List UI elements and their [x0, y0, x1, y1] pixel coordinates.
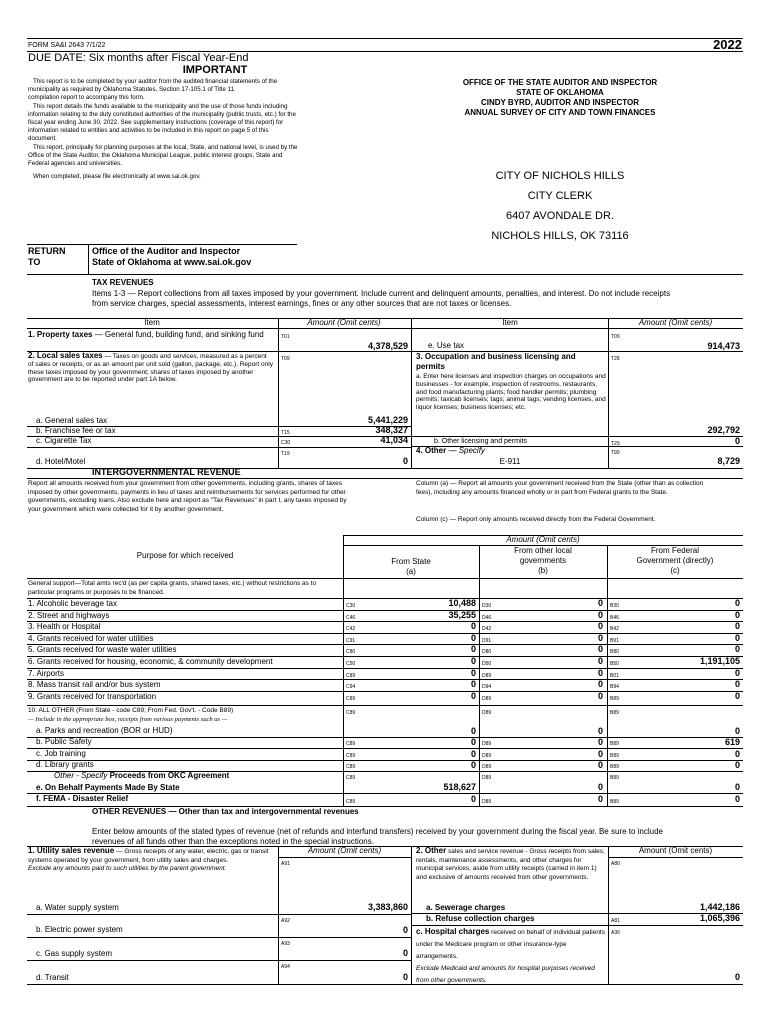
inter-subrow-label: a. Parks and recreation (BOR or HUD)	[36, 726, 173, 735]
on-behalf-state[interactable]: 518,627	[443, 782, 476, 792]
field-code: C30	[281, 440, 291, 446]
occupation-licensing-amount[interactable]: 292,792	[707, 425, 740, 435]
sewerage-amount[interactable]: 1,442,186	[699, 902, 740, 912]
field-code: C89	[346, 775, 356, 781]
inter-row-label: 5. Grants received for waste water utilities	[28, 645, 177, 654]
field-code: T01	[281, 334, 290, 340]
field-code: C30	[346, 603, 356, 609]
field-code: C91	[346, 638, 356, 644]
field-code: B42	[610, 626, 619, 632]
field-code: T09	[281, 356, 290, 362]
field-code: C89	[346, 753, 356, 759]
col-b-header: From other local governments (b)	[514, 546, 572, 575]
return-line: Office of the Auditor and Inspector	[92, 246, 241, 256]
field-code: D80	[482, 649, 492, 655]
on-behalf-local[interactable]: 0	[597, 782, 603, 792]
use-tax-label: e. Use tax	[428, 341, 465, 350]
state-amount[interactable]: 0	[470, 760, 476, 770]
state-amount[interactable]: 0	[470, 679, 476, 689]
inter-subrow-label: b. Public Safety	[36, 737, 92, 746]
utility-sales-note: Exclude any amounts paid to such utilities by the parent government.	[28, 865, 227, 872]
other-specify-value[interactable]: Proceeds from OKC Agreement	[109, 771, 230, 780]
field-code: C89	[346, 764, 356, 770]
col-a-header: From State (a)	[391, 557, 431, 576]
cigarette-tax-amount[interactable]: 41,034	[380, 435, 408, 445]
office-block	[380, 78, 740, 118]
general-sales-amount[interactable]: 5,441,229	[367, 415, 408, 425]
state-amount[interactable]: 10,488	[448, 598, 476, 608]
field-code: B46	[610, 615, 619, 621]
return-address	[92, 246, 251, 268]
field-code: C89	[346, 710, 356, 716]
instruction-text: This report, principally for planning purposes at the local, State, and national level, is used by the Office of the State Auditor, the Oklahoma Municipal League, public interest groups, State and Federal agencies and universities.	[28, 143, 298, 168]
field-code: A92	[281, 918, 290, 924]
field-code: B94	[610, 684, 619, 690]
electric-power-label: b. Electric power system	[36, 925, 123, 934]
amount-header: Amount (Omit cents)	[506, 535, 580, 544]
amount-header: Amount (Omit cents)	[307, 846, 382, 855]
mailing-address	[400, 166, 720, 246]
occupation-licensing-label: 3. Occupation and business licensing and permits	[416, 352, 576, 371]
field-code: T29	[611, 441, 620, 447]
inter-subrow-label: d. Library grants	[36, 760, 94, 769]
field-code: C89	[346, 799, 356, 805]
tax-revenues-title: TAX REVENUES	[92, 278, 154, 287]
federal-amount[interactable]: 0	[734, 633, 740, 643]
field-code: C50	[346, 661, 356, 667]
federal-amount[interactable]: 0	[734, 679, 740, 689]
cigarette-tax-label: c. Cigarette Tax	[36, 436, 92, 445]
local-amount[interactable]: 0	[597, 610, 603, 620]
federal-amount[interactable]: 0	[734, 760, 740, 770]
local-amount[interactable]: 0	[597, 644, 603, 654]
inter-row-label: 6. Grants received for housing, economic, & community development	[28, 657, 273, 666]
due-date: DUE DATE: Six months after Fiscal Year-End	[28, 52, 249, 64]
hospital-desc: received on behalf of individual patients under the Medicare program or other insurance-type arrangements.	[416, 929, 605, 960]
field-code: B01	[610, 673, 619, 679]
other-tax-amount[interactable]: 8,729	[717, 456, 740, 466]
federal-amount[interactable]: 0	[734, 668, 740, 678]
other-revenues-title: OTHER REVENUES — Other than tax and intergovernmental revenues	[92, 807, 359, 816]
inter-row-label: 7. Airports	[28, 669, 65, 678]
fema-label: f. FEMA - Disaster Relief	[36, 794, 129, 803]
field-code: A94	[281, 964, 290, 970]
office-line: CINDY BYRD, AUDITOR AND INSPECTOR	[480, 98, 640, 107]
state-amount[interactable]: 0	[470, 644, 476, 654]
all-other-label: 10. ALL OTHER (From State - code C89; From Fed. Gov't. - Code B89)	[28, 707, 234, 714]
field-code: D91	[482, 638, 492, 644]
transit-label: d. Transit	[36, 973, 69, 982]
franchise-fee-amount[interactable]: 348,327	[375, 425, 408, 435]
state-amount[interactable]: 0	[470, 726, 476, 736]
state-amount[interactable]: 0	[470, 737, 476, 747]
inter-row-label: 4. Grants received for water utilities	[28, 634, 154, 643]
instruction-text: This report is to be completed by your auditor from the audited financial statements of the municipality as required by Oklahoma Statutes, Section 17-105.1 of Title 11.	[28, 78, 278, 94]
use-tax-amount[interactable]: 914,473	[707, 341, 740, 351]
general-support: General support—Total amts rec'd (as per capita grants, shared taxes, etc.) without restrictions as to particular programs or purposes to be financed.	[28, 580, 317, 596]
general-sales-label: a. General sales tax	[36, 416, 108, 425]
field-code: D46	[482, 615, 492, 621]
other-revenues-intro: Enter below amounts of the stated types of revenue (net of refunds and interfund transfers) received by your government during the fiscal year. Be sure to include revenues of all funds other than the exceptions noted in the special instructions.	[92, 827, 663, 846]
local-amount[interactable]: 0	[597, 679, 603, 689]
field-code: B89	[610, 710, 619, 716]
office-line: STATE OF OKLAHOMA	[516, 88, 604, 97]
local-amount[interactable]: 0	[597, 691, 603, 701]
other-licensing-label: b. Other licensing and permits	[434, 438, 527, 445]
state-amount[interactable]: 35,255	[448, 610, 476, 620]
on-behalf-label: e. On Behalf Payments Made By State	[36, 783, 180, 792]
intergovernmental-instructions: Report all amounts received from your government from other governments, including grants, shares of taxes imposed by other governments, payments in lieu of taxes and reimbursements for services performed for other governments, excluding loans. Also exclude here and report as "Tax Revenues" in part I, any taxes imposed by your government which were collected for it by another government.	[28, 480, 347, 513]
local-sales-taxes	[28, 352, 273, 384]
instruction-text: When completed, please file electronically at www.sai.ok.gov.	[33, 173, 201, 181]
hospital-label: c. Hospital charges	[416, 927, 490, 936]
return-label: RETURN TO	[28, 246, 66, 267]
field-code: D89	[482, 673, 492, 679]
col-item-header: Item	[502, 318, 518, 327]
franchise-fee-label: b. Franchise fee or tax	[36, 426, 116, 435]
field-code: A81	[611, 918, 620, 924]
refuse-amount[interactable]: 1,065,396	[699, 913, 740, 923]
instruction-text: compilation report to accompany this form.	[28, 94, 145, 102]
federal-amount[interactable]: 0	[734, 621, 740, 631]
state-amount[interactable]: 0	[470, 621, 476, 631]
inter-row-label: 3. Health or Hospital	[28, 622, 101, 631]
address-line: CITY OF NICHOLS HILLS	[495, 170, 625, 182]
other-specify-label	[54, 771, 229, 781]
hospital-charges	[416, 926, 606, 987]
property-taxes	[28, 330, 273, 340]
other-tax	[416, 446, 485, 456]
field-code: B30	[610, 603, 619, 609]
utility-sales-label: 1. Utility sales revenue	[28, 846, 115, 855]
fema-local[interactable]: 0	[597, 794, 603, 804]
local-amount[interactable]: 0	[597, 621, 603, 631]
other-tax-label: 4. Other	[416, 446, 447, 455]
column-a-instructions: Column (a) — Report all amounts your government received from the State (other than as collection fees), including any amounts financed wholly or in part from Federal grants to the State.	[416, 480, 704, 496]
federal-amount[interactable]: 1,191,105	[699, 656, 740, 666]
occupation-licensing-desc: a. Enter here licenses and inspection charges on occupations and businesses - for example, inspection of restrooms, restaurants, and food manufacturing plants; food handler permits; plumbing permits; taxicab licenses; tags; animal tags; vending licenses, and liquor licenses; business licenses; etc.	[416, 373, 606, 412]
federal-amount[interactable]: 0	[734, 726, 740, 736]
inter-subrow-label: c. Job training	[36, 749, 86, 758]
field-code: C80	[346, 649, 356, 655]
field-code: A91	[281, 861, 290, 867]
federal-amount[interactable]: 0	[734, 610, 740, 620]
field-code: C89	[346, 696, 356, 702]
local-sales-label: 2. Local sales taxes	[28, 351, 103, 360]
state-amount[interactable]: 0	[470, 668, 476, 678]
gas-supply-label: c. Gas supply system	[36, 949, 113, 958]
address-line: 6407 AVONDALE DR.	[505, 210, 614, 222]
field-code: D89	[482, 710, 492, 716]
local-amount[interactable]: 0	[597, 726, 603, 736]
col-amount-header: Amount (Omit cents)	[638, 318, 713, 327]
fema-state[interactable]: 0	[470, 794, 476, 804]
hospital-amount[interactable]: 0	[734, 972, 740, 982]
federal-amount[interactable]: 0	[734, 691, 740, 701]
electric-power-amount[interactable]: 0	[402, 925, 408, 935]
all-other-note: — Include in the appropriate box, receipts from various payments such as —	[28, 716, 228, 723]
important-heading: IMPORTANT	[182, 64, 248, 76]
field-code: C89	[346, 741, 356, 747]
office-line: OFFICE OF THE STATE AUDITOR AND INSPECTOR	[462, 78, 658, 87]
local-amount[interactable]: 0	[597, 598, 603, 608]
property-taxes-desc: — General fund, building fund, and sinking fund	[92, 330, 264, 339]
inter-row-label: 9. Grants received for transportation	[28, 692, 157, 701]
utility-sales	[28, 847, 276, 874]
field-code: T99	[611, 450, 620, 456]
other-licensing-amount[interactable]: 0	[734, 436, 740, 446]
instruction-text: This report details the funds available to the municipality and the use of those funds including information relating to the duty constituted authorities of the municipality (public trusts, etc.) for the fiscal year ending June 30, 2022. See supplementary instructions (coverage of this report) for information related to entities and activities to be included in this report on page 5 of this document.	[28, 102, 296, 143]
other-sales-label: 2. Other	[416, 846, 447, 855]
col-item-header: Item	[144, 318, 160, 327]
sewerage-label: a. Sewerage charges	[426, 903, 506, 912]
col-c-header: From Federal Government (directly) (c)	[636, 546, 714, 575]
on-behalf-federal[interactable]: 0	[734, 782, 740, 792]
col-amount-header: Amount (Omit cents)	[307, 318, 381, 327]
other-tax-specify: — Specify	[448, 446, 485, 455]
utility-sales-desc: — Gross receipts of any water, electric, gas or transit systems operated by your government, from utility sales and charges.	[28, 848, 269, 864]
refuse-label: b. Refuse collection charges	[426, 914, 535, 923]
local-amount[interactable]: 0	[597, 668, 603, 678]
office-line: ANNUAL SURVEY OF CITY AND TOWN FINANCES	[464, 108, 656, 117]
gas-supply-amount[interactable]: 0	[402, 948, 408, 958]
federal-amount[interactable]: 0	[734, 644, 740, 654]
field-code: C42	[346, 626, 356, 632]
transit-amount[interactable]: 0	[402, 972, 408, 982]
water-supply-amount[interactable]: 3,383,860	[367, 902, 408, 912]
field-code: B89	[610, 696, 619, 702]
address-line: NICHOLS HILLS, OK 73116	[491, 230, 629, 242]
field-code: T28	[611, 356, 620, 362]
inter-row-label: 2. Street and highways	[28, 611, 110, 620]
field-code: T15	[281, 430, 290, 436]
field-code: D89	[482, 741, 492, 747]
hotel-motel-amount[interactable]: 0	[402, 456, 408, 466]
local-amount[interactable]: 0	[597, 760, 603, 770]
instructions	[28, 78, 298, 181]
field-code: B89	[610, 741, 619, 747]
field-code: D30	[482, 603, 492, 609]
form-id: FORM SA&I 2643 7/1/22	[28, 42, 106, 49]
purpose-header: Purpose for which received	[136, 551, 234, 560]
field-code: D89	[482, 799, 492, 805]
field-code: C89	[346, 673, 356, 679]
field-code: C46	[346, 615, 356, 621]
field-code: B80	[610, 649, 619, 655]
other-sales	[416, 847, 606, 882]
local-amount[interactable]: 0	[597, 633, 603, 643]
field-code: D89	[482, 775, 492, 781]
field-code: A93	[281, 941, 290, 947]
address-line: CITY CLERK	[527, 190, 593, 202]
state-amount[interactable]: 0	[470, 749, 476, 759]
field-code: B50	[610, 661, 619, 667]
field-code: B89	[610, 753, 619, 759]
federal-amount[interactable]: 619	[724, 737, 740, 747]
inter-row-label: 1. Alcoholic beverage tax	[28, 599, 117, 608]
field-code: D89	[482, 753, 492, 759]
hospital-note: Exclude Medicaid and amounts for hospital purposes received from other governments.	[416, 965, 595, 984]
water-supply-label: a. Water supply system	[36, 903, 119, 912]
other-specify-text: Other - Specify	[54, 771, 108, 780]
property-taxes-amount[interactable]: 4,378,529	[367, 341, 408, 351]
state-amount[interactable]: 0	[470, 656, 476, 666]
field-code: A36	[611, 930, 620, 936]
local-amount[interactable]: 0	[597, 737, 603, 747]
federal-amount[interactable]: 0	[734, 749, 740, 759]
field-code: T09	[611, 334, 620, 340]
federal-amount[interactable]: 0	[734, 598, 740, 608]
other-sales-desc: sales and service revenue - Gross receipts from sales, rentals, maintenance assessments, and other charges for municipal services, aside from utility receipts (carried in item 1) and exclusive of amounts received from other governments.	[416, 848, 605, 881]
field-code: C94	[346, 684, 356, 690]
tax-intro: Items 1-3 — Report collections from all taxes imposed by your government. Include current and delinquent amounts, penalties, and interest. Do not include receipts from service charges, special assessments, interest earnings, fines or any other sources that are not taxes or licenses.	[92, 289, 671, 308]
field-code: D50	[482, 661, 492, 667]
field-code: D42	[482, 626, 492, 632]
intergovernmental-title: INTERGOVERNMENTAL REVENUE	[92, 467, 241, 477]
inter-row-label: 8. Mass transit rail and/or bus system	[28, 680, 161, 689]
local-sales-desc: — Taxes on goods and services, measured as a percent of sales or receipts, or as an amount per unit sold (gallon, package, etc.). Report only these taxes imposed by your government; shares of taxes imposed by another government are to be reported under part 1A below.	[28, 353, 273, 384]
field-code: D94	[482, 684, 492, 690]
field-code: B89	[610, 775, 619, 781]
fema-federal[interactable]: 0	[734, 794, 740, 804]
field-code: T19	[281, 451, 290, 457]
amount-header: Amount (Omit cents)	[638, 846, 713, 855]
other-tax-name[interactable]: E-911	[499, 457, 521, 466]
local-amount[interactable]: 0	[597, 656, 603, 666]
field-code: B89	[610, 799, 619, 805]
return-line: State of Oklahoma at www.sai.ok.gov	[92, 257, 252, 267]
hotel-motel-label: d. Hotel/Motel	[36, 457, 86, 466]
field-code: D89	[482, 764, 492, 770]
property-taxes-label: 1. Property taxes	[28, 330, 93, 339]
state-amount[interactable]: 0	[470, 633, 476, 643]
field-code: A80	[611, 861, 620, 867]
form-year: 2022	[713, 37, 742, 52]
state-amount[interactable]: 0	[470, 691, 476, 701]
field-code: D89	[482, 696, 492, 702]
field-code: B91	[610, 638, 619, 644]
field-code: B89	[610, 764, 619, 770]
local-amount[interactable]: 0	[597, 749, 603, 759]
column-c-instructions: Column (c) — Report only amounts received directly from the Federal Government.	[416, 516, 656, 523]
